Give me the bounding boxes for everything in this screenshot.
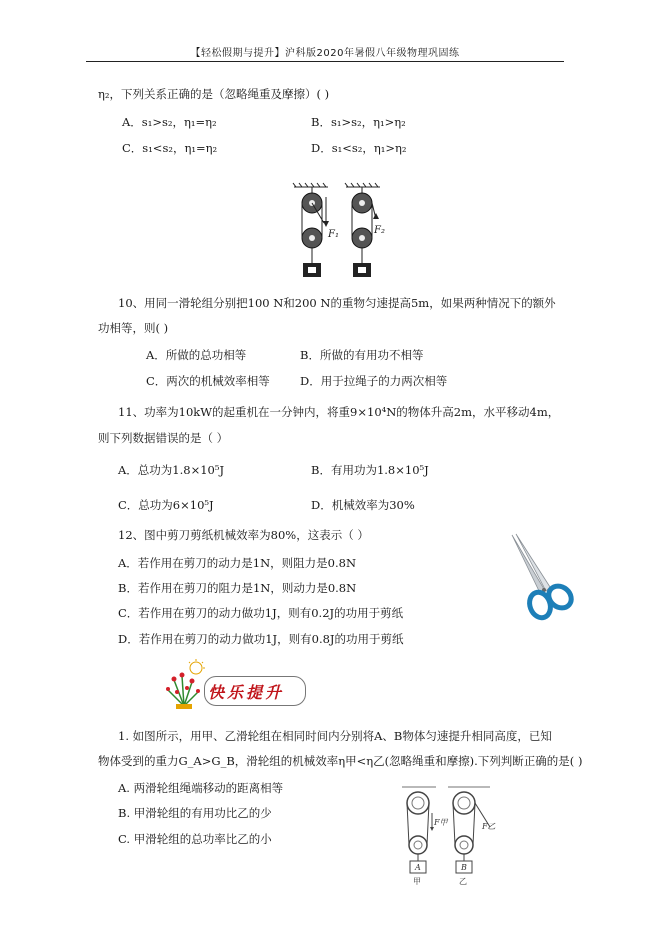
q9-pulley-figure <box>290 183 385 283</box>
q9-stem-tail: η₂，下列关系正确的是（忽略绳重及摩擦）( ) <box>98 87 330 101</box>
q12-option-c: C．若作用在剪刀的动力做功1J，则有0.2J的功用于剪纸 <box>118 606 404 620</box>
p1-label-fjia: F甲 <box>434 818 448 827</box>
scissors-image <box>510 533 574 621</box>
q9-option-a: A．s₁>s₂，η₁=η₂ <box>122 115 217 129</box>
q10-option-b: B．所做的有用功不相等 <box>300 348 424 362</box>
flower-icon <box>160 658 208 710</box>
header-divider <box>86 61 564 62</box>
p1-stem-line2: 物体受到的重力G_A>G_B，滑轮组的机械效率η甲<η乙(忽略绳重和摩擦).下列判断正确的是( ) <box>98 754 583 768</box>
p1-option-a: A. 两滑轮组绳端移动的距离相等 <box>118 781 284 795</box>
q10-option-d: D．用于拉绳子的力两次相等 <box>300 374 448 388</box>
q12-option-b: B．若作用在剪刀的阻力是1N，则动力是0.8N <box>118 581 357 595</box>
p1-pulley-figure <box>394 783 500 889</box>
p1-option-c: C. 甲滑轮组的总功率比乙的小 <box>118 832 272 846</box>
q11-option-c: C．总功为6×10⁵J <box>118 498 214 512</box>
p1-stem-line1: 1. 如图所示，用甲、乙滑轮组在相同时间内分别将A、B物体匀速提升相同高度，已知 <box>118 729 552 743</box>
q11-option-d: D．机械效率为30% <box>311 498 415 512</box>
p1-label-jia: 甲 <box>413 877 421 886</box>
q10-option-a: A．所做的总功相等 <box>146 348 247 362</box>
q9-option-b: B．s₁>s₂，η₁>η₂ <box>311 115 406 129</box>
p1-label-a: A <box>415 863 421 872</box>
banner-happy-improve <box>160 660 310 710</box>
q11-option-a: A．总功为1.8×10⁵J <box>118 463 225 477</box>
q9-option-d: D．s₁<s₂，η₁>η₂ <box>311 141 407 155</box>
q11-option-b: B．有用功为1.8×10⁵J <box>311 463 429 477</box>
p1-label-fyi: F乙 <box>482 822 496 831</box>
banner-title: 快乐提升 <box>208 683 285 702</box>
q12-stem: 12、图中剪刀剪纸机械效率为80%，这表示（ ） <box>118 528 369 542</box>
q12-option-a: A．若作用在剪刀的动力是1N，则阻力是0.8N <box>118 556 357 570</box>
q10-stem-line2: 功相等，则( ) <box>98 321 169 335</box>
label-f1: F₁ <box>328 229 339 240</box>
ceiling-left <box>293 183 328 187</box>
p1-label-b: B <box>461 863 467 872</box>
q11-stem-line2: 则下列数据错误的是（ ） <box>98 431 229 445</box>
q10-stem-line1: 10、用同一滑轮组分别把100 N和200 N的重物匀速提高5m，如果两种情况下的额外 <box>118 296 556 310</box>
q11-stem-line1: 11、功率为10kW的起重机在一分钟内，将重9×10⁴N的物体升高2m，水平移动4m， <box>118 405 560 419</box>
p1-option-b: B. 甲滑轮组的有用功比乙的少 <box>118 806 272 820</box>
page-header: 【轻松假期与提升】沪科版2020年暑假八年级物理巩固练 <box>190 48 460 59</box>
p1-label-yi: 乙 <box>459 877 467 886</box>
ceiling-right <box>345 183 380 187</box>
q9-option-c: C．s₁<s₂，η₁=η₂ <box>122 141 218 155</box>
q10-option-c: C．两次的机械效率相等 <box>146 374 270 388</box>
label-f2: F₂ <box>374 225 385 236</box>
q12-option-d: D．若作用在剪刀的动力做功1J，则有0.8J的功用于剪纸 <box>118 632 404 646</box>
